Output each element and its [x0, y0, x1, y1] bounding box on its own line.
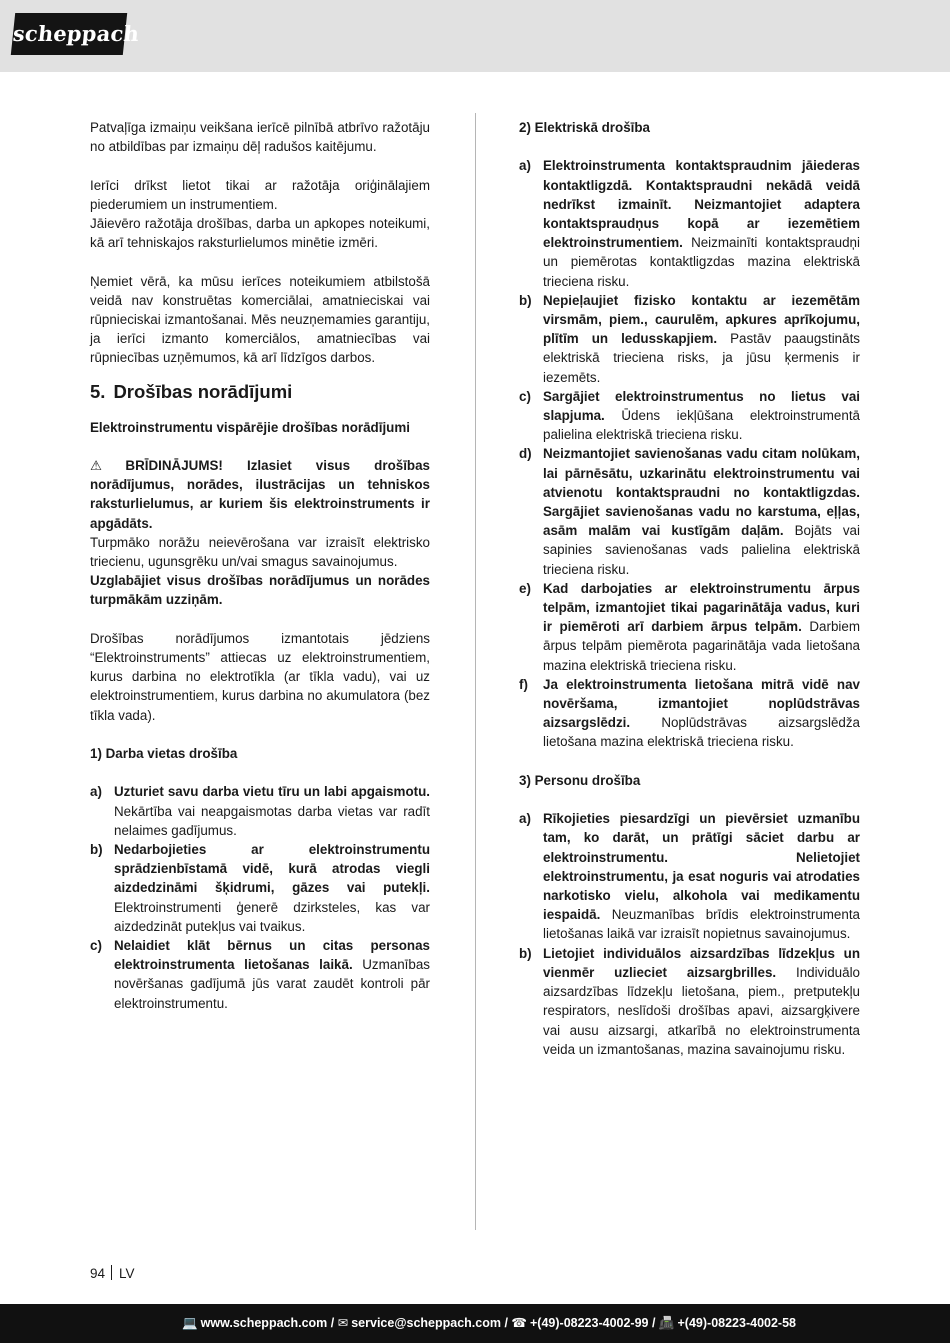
footer-web: www.scheppach.com / [200, 1316, 335, 1330]
left-column [90, 118, 430, 1013]
keep-note: Uzglabājiet visus drošības norādījumus un norādes turpmākām uzziņām. [90, 573, 430, 608]
warning-icon: ⚠ [90, 458, 123, 473]
list-item: a) Elektroinstrumenta kontaktspraudnim jāiederas kontaktligzdā. Kontaktspraudni nekādā veidā nedrīkst izmainīt. Neizmantojiet adaptera kontaktspraudņus kopā ar iezemētiem elektroinstrumentiem. Neizmainīti kontaktspraudņi un piemērotas kontaktligzdas mazina elektriskā trieciena risku. [519, 158, 860, 289]
language-code: LV [119, 1266, 135, 1281]
electrical-heading: 2) Elektriskā drošība [519, 120, 650, 135]
section-heading [90, 380, 430, 404]
subheading: Elektroinstrumentu vispārējie drošības norādījumi [90, 419, 410, 435]
paragraph: Patvaļīga izmaiņu veikšana ierīcē pilnībā atbrīvo ražotāju no atbildības par izmaiņu dēļ radušos kaitējumu. [90, 120, 430, 155]
column-divider [475, 113, 476, 1230]
list-item: a) Uzturiet savu darba vietu tīru un labi apgaismotu. Nekārtība vai neapgaismotas darba vietas var radīt nelaimes gadījumus. [90, 784, 430, 838]
brand-logo: scheppach [11, 13, 127, 55]
warning-paragraph: ⚠ BRĪDINĀJUMS! Izlasiet visus drošības norādījumus, norādes, ilustrācijas un tehniskos raksturlielumus, ar kuriem šis elektroinstruments ir apgādāts. [90, 458, 430, 531]
personal-heading: 3) Personu drošība [519, 772, 641, 788]
paragraph: Ierīci drīkst lietot tikai ar ražotāja oriģinālajiem piederumiem un instrumentiem. [90, 177, 430, 212]
section-number: 5. [90, 380, 106, 402]
footer-phone: +(49)-08223-4002-99 / [530, 1316, 656, 1330]
fax-icon: 📠 [658, 1316, 675, 1330]
list-item: b) Nepieļaujiet fizisko kontaktu ar iezemētām virsmām, piem., caurulēm, apkures aprīkojumu, plītīm un ledusskapjiem. Pastāv paaugstināts elektriskā trieciena risks, ja jūsu ķermenis ir iezemēts. [519, 292, 860, 385]
paragraph: Ņemiet vērā, ka mūsu ierīces noteikumiem atbilstošā veidā nav konstruētas komerciālai, amatnieciskai vai rūpnieciskai izmantošanai. Mēs neuzņemamies garantiju, ja ierīci izmanto komerciālos, amatniecības vai rūpniecības uzņēmumos, kā arī līdzīgos darbos. [90, 273, 430, 366]
list-item: e) Kad darbojaties ar elektroinstrumentu ārpus telpām, izmantojiet tikai pagarinātāja vadus, kuri ir piemēroti arī darbiem ārpus telpām. Darbiem ārpus telpām piemērota pagarinātāja vada lietošana mazina elektriskā trieciena risku. [519, 580, 860, 673]
phone-icon: ☎ [511, 1316, 527, 1330]
list-item: a) Rīkojieties piesardzīgi un pievērsiet uzmanību tam, ko darāt, un prātīgi sāciet darbu ar elektroinstrumentu. Nelietojiet elektroinstrumentu, ja esat noguris vai atrodaties narkotisko vielu, alkohola vai medikamentu iespaidā. Neuzmanības brīdis elektroinstrumenta lietošanas laikā var izraisīt nopietnus savainojumus. [519, 811, 860, 942]
workplace-heading: 1) Darba vietas drošība [90, 746, 238, 762]
right-column [519, 118, 860, 1059]
footer-fax: +(49)-08223-4002-58 [677, 1316, 796, 1330]
list-item: b) Nedarbojieties ar elektroinstrumentu sprādzienbīstamā vidē, kurā atrodas viegli aizdedzināmi šķidrumi, gāzes vai putekļi. Elektroinstrumenti ģenerē dzirksteles, kas var aizdedzināt putekļus vai tvaikus. [90, 842, 430, 934]
mail-icon: ✉ [337, 1316, 349, 1330]
page-footer [0, 1304, 950, 1343]
list-item: d) Neizmantojiet savienošanas vadu citam nolūkam, lai pārnēsātu, uzkarinātu elektroinstrumentu vai atvienotu kontaktspraudni no kontaktligzdas. Sargājiet savienošanas vadu no karstuma, eļļas, asām malām vai kustīgām daļām. Bojāts vai sapinies savienošanas vads palielina elektriskā trieciena risku. [519, 446, 860, 577]
list-item: f) Ja elektroinstrumenta lietošana mitrā vidē nav novēršama, izmantojiet noplūdstrāvas aizsargslēdzi. Noplūdstrāvas aizsargslēdža lietošana mazina elektriskā trieciena risku. [519, 676, 860, 750]
computer-icon: 💻 [182, 1316, 198, 1330]
section-title: Drošības norādījumi [113, 380, 293, 402]
list-item: c) Nelaidiet klāt bērnus un citas personas elektroinstrumenta lietošanas laikā. Uzmanības novēršanas gadījumā jūs varat zaudēt kontroli pār elektroinstrumentu. [90, 938, 430, 1011]
footer-mail: service@scheppach.com / [351, 1316, 508, 1330]
page-number: 94 LV [90, 1266, 135, 1281]
list-item: b) Lietojiet individuālos aizsardzības līdzekļus un vienmēr uzlieciet aizsargbrilles. Individuālo aizsardzības līdzekļu lietošana, piem., pretputekļu respirators, neslīdoši drošības apavi, aizsargķivere vai ausu aizsargi, atkarībā no elektroinstrumenta veida un izmantošanas, mazina savainojumu risku. [519, 945, 860, 1057]
list-item: c) Sargājiet elektroinstrumentus no lietus vai slapjuma. Ūdens iekļūšana elektroinstrumentā palielina elektriskā trieciena risku. [519, 388, 860, 443]
paragraph: Jāievēro ražotāja drošības, darba un apkopes noteikumi, kā arī tehniskajos raksturlielumos minētie izmēri. [90, 216, 430, 251]
paragraph: Drošības norādījumos izmantotais jēdziens “Elektroinstruments” attiecas uz elektroinstrumentiem, kurus darbina no elektrotīkla (ar tīkla vadu), vai uz elektroinstrumentiem, kurus darbina no akumulatora (bez tīkla vada). [90, 630, 430, 723]
paragraph: Turpmāko norāžu neievērošana var izraisīt elektrisko triecienu, ugunsgrēku un/vai smagus savainojumus. [90, 534, 430, 570]
page-header [0, 0, 950, 72]
